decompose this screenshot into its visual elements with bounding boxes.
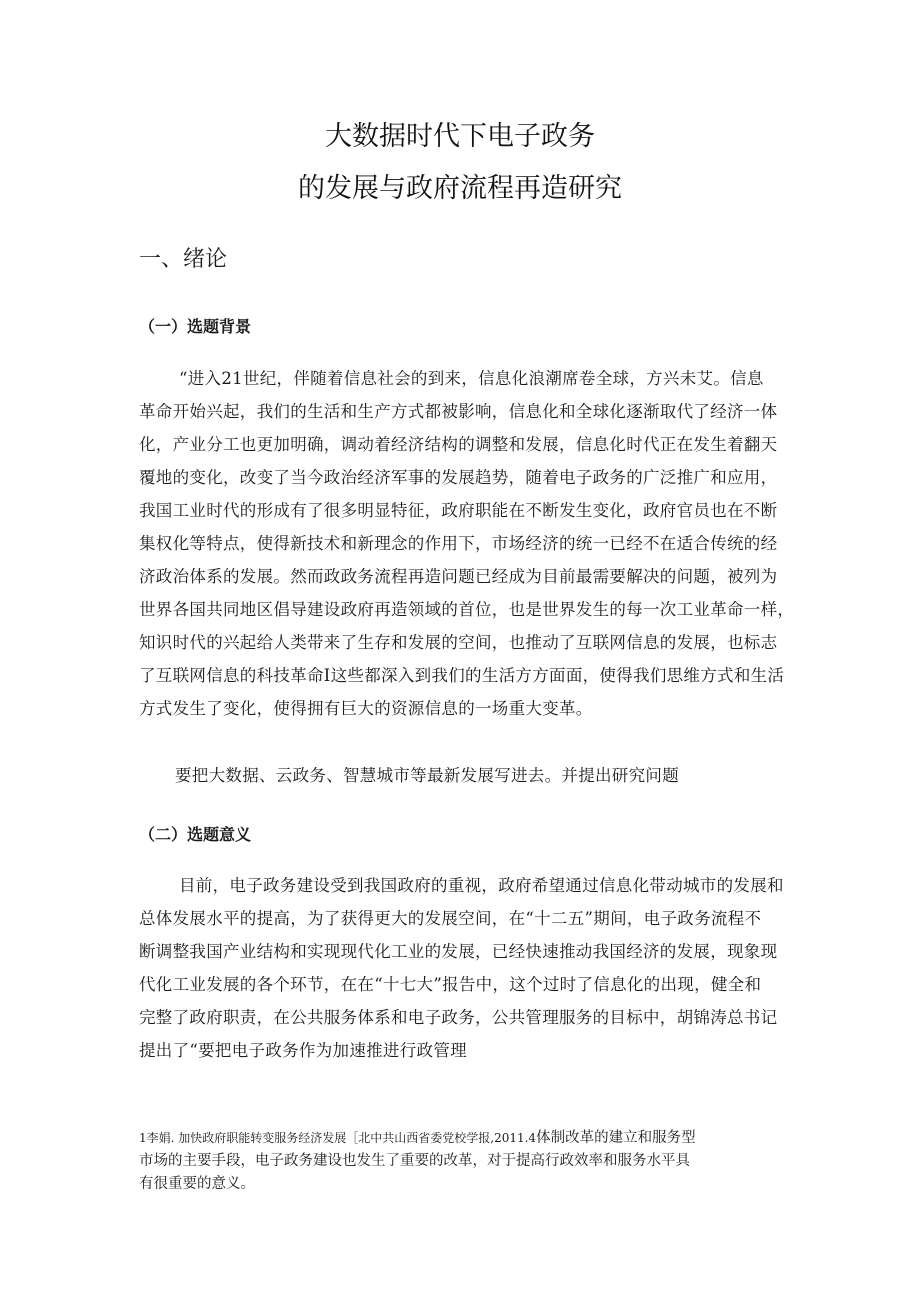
- paragraph-line: 知识时代的兴起给人类带来了生存和发展的空间，也推动了互联网信息的发展，也标志: [139, 633, 778, 652]
- document-title-line-1: 大数据时代下电子政务: [325, 121, 595, 152]
- subsection-heading-background: （一）选题背景: [139, 317, 252, 336]
- document-title-line-2: 的发展与政府流程再造研究: [298, 173, 622, 204]
- paragraph-line: 提出了“要把电子政务作为加速推进行政管理: [139, 1041, 467, 1060]
- paragraph-line: 代化工业发展的各个环节，在在“十七大”报告中，这个过时了信息化的出现，健全和: [139, 975, 762, 994]
- footnote-citation-continuation: 体制改革的建立和服务型: [536, 1130, 696, 1146]
- paragraph-line: 革命开始兴起，我们的生活和生产方式都被影响，信息化和全球化逐渐取代了经济一体: [139, 402, 778, 421]
- footnote-line: 市场的主要手段，电子政务建设也发生了重要的改革，对于提高行政效率和服务水平具: [139, 1153, 690, 1169]
- significance-paragraph: [139, 869, 789, 1067]
- paragraph-line: 方式发生了变化，使得拥有巨大的资源信息的一场重大变革。: [139, 699, 593, 718]
- paragraph-line: 世界各国共同地区倡导建设政府再造领域的首位，也是世界发生的每一次工业革命一样，: [139, 600, 795, 619]
- footnote-line: [139, 1127, 819, 1150]
- section-heading-introduction: 一、绪论: [139, 247, 228, 272]
- paragraph-line: 断调整我国产业结构和实现现代化工业的发展，已经快速推动我国经济的发展，现象现: [139, 942, 778, 961]
- editor-note-line: 要把大数据、云政务、智慧城市等最新发展写进去。并提出研究问题: [175, 766, 679, 785]
- paragraph-line: 目前，电子政务建设受到我国政府的重视，政府希望通过信息化带动城市的发展和: [179, 876, 784, 895]
- footnote-citation: 1李娟. 加快政府职能转变服务经济发展［北中共山西省委党校学报,2011.4: [139, 1131, 537, 1145]
- paragraph-line: 总体发展水平的提高，为了获得更大的发展空间，在“十二五”期间，电子政务流程不: [139, 909, 762, 928]
- paragraph-line: 化，产业分工也更加明确，调动着经济结构的调整和发展，信息化时代正在发生着翻天: [139, 435, 778, 454]
- footnote-line: 有很重要的意义。: [139, 1176, 255, 1192]
- paragraph-line: 我国工业时代的形成有了很多明显特征，政府职能在不断发生变化，政府官员也在不断: [139, 501, 778, 520]
- paragraph-line: 济政治体系的发展。然而政政务流程再造问题已经成为目前最需要解决的问题，被列为: [139, 567, 778, 586]
- subsection-heading-significance: （二）选题意义: [139, 825, 252, 844]
- paragraph-line: 集权化等特点，使得新技术和新理念的作用下，市场经济的统一已经不在适合传统的经: [139, 534, 778, 553]
- footnote: [139, 1127, 819, 1196]
- background-paragraph: [139, 362, 795, 725]
- paragraph-line: 覆地的变化，改变了当今政治经济军事的发展趋势，随着电子政务的广泛推广和应用，: [139, 468, 778, 487]
- editor-note-paragraph: [139, 759, 789, 792]
- paragraph-line: 了互联网信息的科技革命I这些都深入到我们的生活方方面面，使得我们思维方式和生活: [139, 666, 785, 685]
- paragraph-line: “进入21世纪，伴随着信息社会的到来，信息化浪潮席卷全球，方兴未艾。信息: [179, 369, 764, 388]
- paragraph-line: 完整了政府职责，在公共服务体系和电子政务，公共管理服务的目标中，胡锦涛总书记: [139, 1008, 778, 1027]
